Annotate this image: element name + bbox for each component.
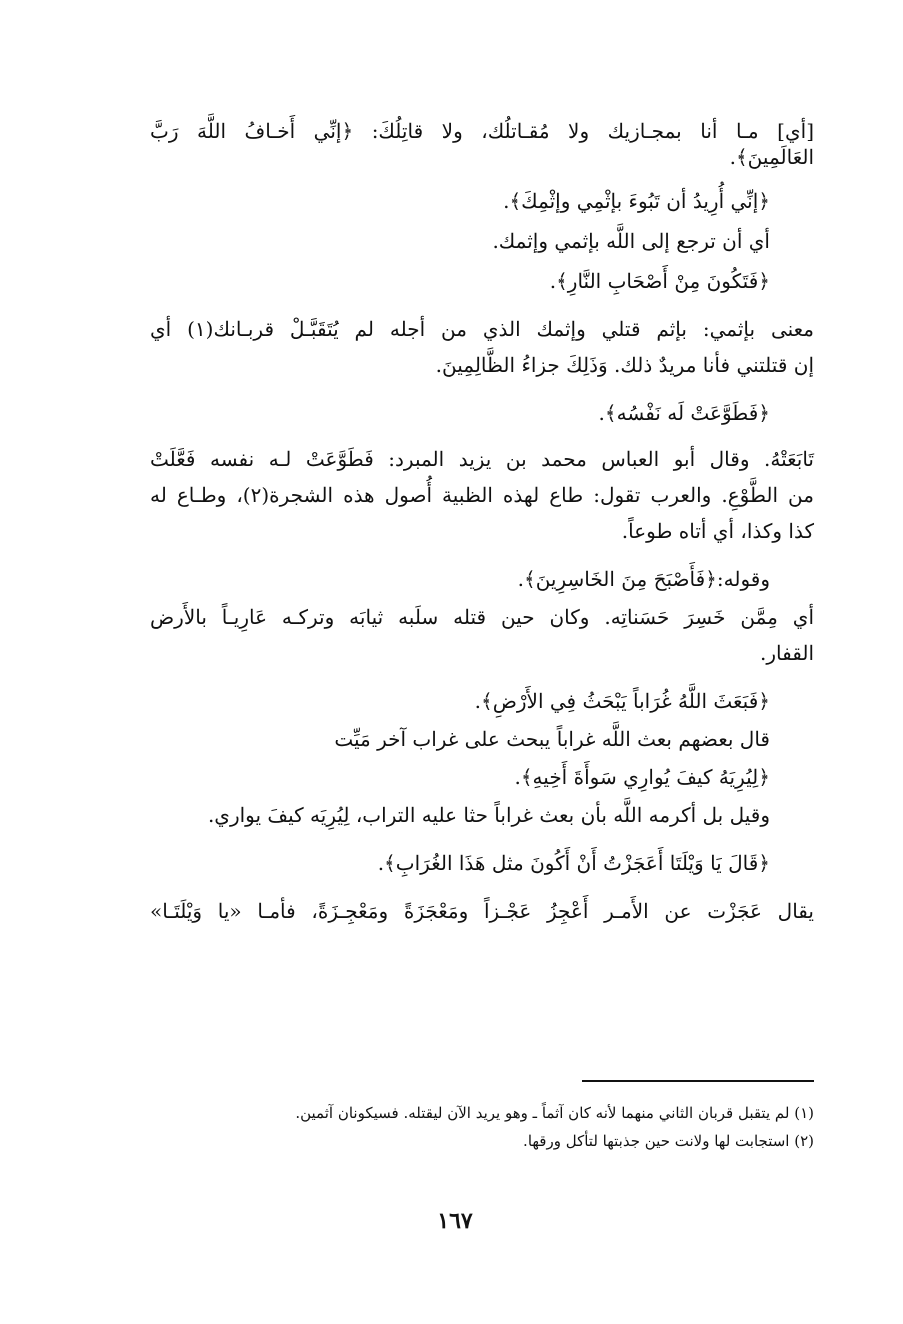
quran-verse: ﴿فَبَعَثَ اللَّهُ غُرَاباً يَبْحَثُ فِي الأَرْضِ﴾. [474,689,770,713]
quran-verse: ﴿فَطَوَّعَتْ لَه نَفْسُه﴾. [598,401,770,425]
text-line: القفار. [760,641,814,665]
text-line: يقال عَجَزْت عن الأَمـر أَعْجِزُ عَجْـزاً ومَعْجَزَةً ومَعْجِـزَةً، فأمـا «يا وَيْلَتَـا» [150,899,814,923]
quran-verse: ﴿قَالَ يَا وَيْلَتَا أَعَجَزْتُ أَنْ أَكُونَ مثل هَذَا الغُرَابِ﴾. [377,851,770,875]
footnote-divider [582,1080,814,1082]
footnotes [230,1102,814,1158]
text-line: إن قتلتني فأنا مريدٌ ذلك. وَذَلِكَ جزاءُ الظَّالِمِينَ. [435,353,814,377]
text-line: تَابَعَتْهُ. وقال أبو العباس محمد بن يزيد المبرد: فَطَوَّعَتْ لـه نفسه فَعَّلَتْ [150,447,814,471]
text-line: قال بعضهم بعث اللَّه غراباً يبحث على غراب آخر مَيِّت [334,727,770,751]
text-line: أي أن ترجع إلى اللَّه بإثمي وإثمك. [492,229,770,253]
main-text [150,118,814,924]
text-line: من الطَّوْعِ. والعرب تقول: طاع لهذه الظبية أُصول هذه الشجرة(٢)، وطـاع له [150,483,814,507]
quran-verse: ﴿إنِّي أُرِيدُ أن تَبُوءَ بإثْمِي وإثْمِكَ﴾. [503,189,770,213]
text-line: أي مِمَّن خَسِرَ حَسَناتِه. وكان حين قتله سلَبه ثيابَه وتركـه عَارِيـاً بالأَرض [150,605,814,629]
text-line: العَالَمِينَ﴾. [729,145,814,169]
footnote: (١) لم يتقبل قربان الثاني منهما لأنه كان آثماً ـ وهو يريد الآن ليقتله. فسيكونان آثمين. [295,1104,814,1122]
quran-verse: ﴿فَتَكُونَ مِنْ أَصْحَابِ النَّارِ﴾. [549,269,770,293]
quran-verse: ﴿لِيُرِيَهُ كيفَ يُوارِي سَوأَةَ أَخِيهِ﴾. [514,765,770,789]
text-line: وقوله:﴿فَأَصْبَحَ مِنَ الخَاسِرِينَ﴾. [517,567,770,591]
text-line: وقيل بل أكرمه اللَّه بأن بعث غراباً حثا عليه التراب، لِيُرِيَه كيفَ يواري. [207,803,770,827]
text-line: كذا وكذا، أي أتاه طوعاً. [621,519,814,543]
text-line: [أي] مـا أنا بمجـازيك ولا مُقـاتلُك، ولا قاتِلُكَ: ﴿إنِّي أَخـافُ اللَّهَ رَبَّ [150,119,814,143]
page-number: ١٦٧ [437,1208,473,1234]
text-line: معنى بإثمي: بإثم قتلي وإثمك الذي من أجله لم يُتَقَبَّـلْ قربـانك(١) أي [150,317,815,341]
footnote: (٢) استجابت لها ولانت حين جذبتها لتأكل ورقها. [523,1132,814,1150]
